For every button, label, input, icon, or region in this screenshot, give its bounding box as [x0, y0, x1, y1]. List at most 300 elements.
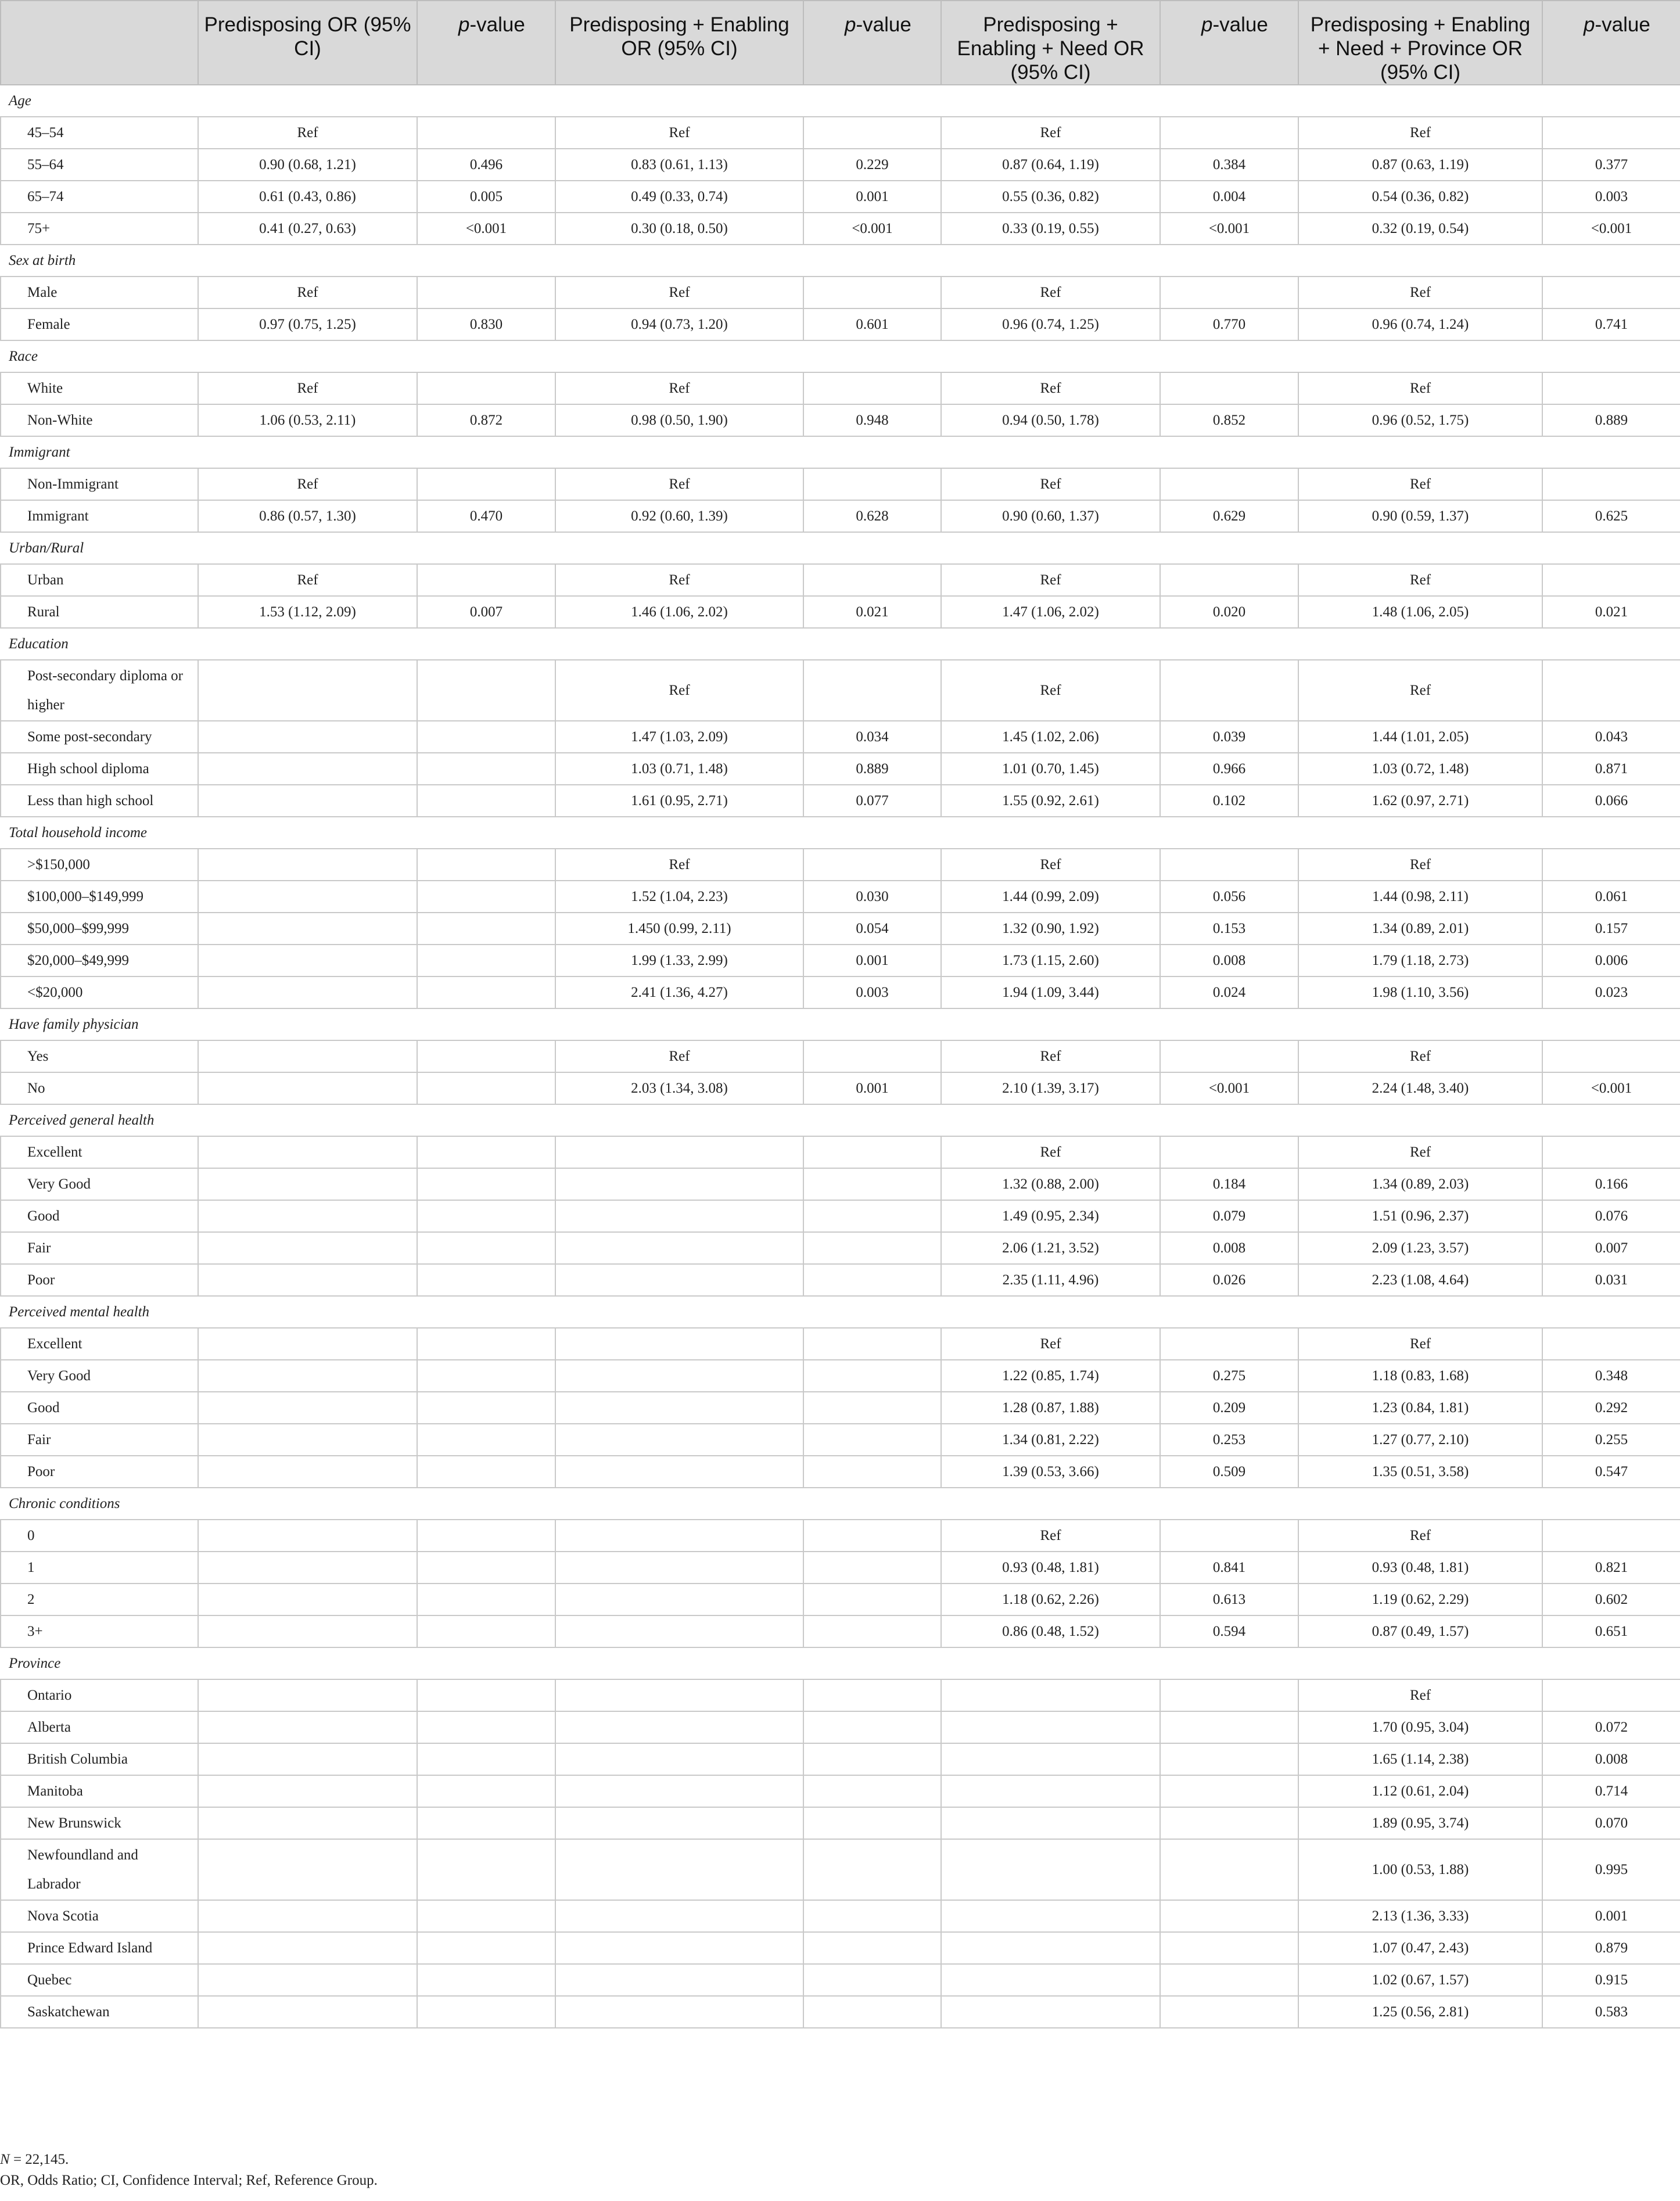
p-value-cell: 0.021 [803, 596, 941, 628]
row-label: 75+ [1, 213, 198, 245]
row-label: Quebec [1, 1964, 198, 1996]
odds-ratio-cell [198, 1392, 417, 1424]
odds-ratio-cell [198, 1232, 417, 1264]
p-value-cell [1160, 1136, 1298, 1168]
odds-ratio-cell: Ref [198, 564, 417, 596]
table-row [1, 500, 1680, 532]
section-title: Urban/Rural [1, 532, 1680, 564]
section-row [1, 1104, 1680, 1136]
p-value-cell [417, 721, 555, 753]
odds-ratio-cell: 1.22 (0.85, 1.74) [941, 1360, 1160, 1392]
row-label: Less than high school [1, 785, 198, 817]
odds-ratio-cell: 1.35 (0.51, 3.58) [1298, 1456, 1542, 1488]
p-value-cell: 0.915 [1542, 1964, 1680, 1996]
odds-ratio-cell: 0.96 (0.74, 1.24) [1298, 308, 1542, 340]
p-value-cell: 0.879 [1542, 1932, 1680, 1964]
p-value-cell [803, 1424, 941, 1456]
p-value-cell [803, 1775, 941, 1807]
odds-ratio-cell: 1.25 (0.56, 2.81) [1298, 1996, 1542, 2028]
odds-ratio-cell [198, 785, 417, 817]
odds-ratio-cell [555, 1775, 803, 1807]
p-value-cell [1160, 1964, 1298, 1996]
table-row [1, 1964, 1680, 1996]
odds-ratio-cell [555, 1615, 803, 1647]
odds-ratio-cell: Ref [1298, 1328, 1542, 1360]
table-row [1, 468, 1680, 500]
odds-ratio-cell [198, 1520, 417, 1552]
p-value-cell [803, 1520, 941, 1552]
p-value-cell: 0.008 [1160, 945, 1298, 976]
p-value-cell: 0.054 [803, 913, 941, 945]
p-value-cell: 0.007 [417, 596, 555, 628]
odds-ratio-cell: 0.93 (0.48, 1.81) [941, 1552, 1160, 1584]
p-value-cell: <0.001 [1542, 1072, 1680, 1104]
table-row [1, 149, 1680, 181]
table-row [1, 372, 1680, 404]
p-value-cell: 0.714 [1542, 1775, 1680, 1807]
row-label: $20,000–$49,999 [1, 945, 198, 976]
section-title: Immigrant [1, 436, 1680, 468]
odds-ratio-cell [555, 1200, 803, 1232]
p-value-cell [1542, 372, 1680, 404]
p-value-cell [803, 277, 941, 308]
row-label: Rural [1, 596, 198, 628]
odds-ratio-cell [555, 1996, 803, 2028]
p-value-cell: 0.995 [1542, 1839, 1680, 1900]
odds-ratio-cell [555, 1456, 803, 1488]
p-value-cell [417, 1328, 555, 1360]
p-value-cell: 0.889 [803, 753, 941, 785]
header-col-3: Predisposing + Enabling OR (95% CI) [555, 1, 803, 85]
header-col-8: p-value [1542, 1, 1680, 85]
p-value-cell [1160, 1807, 1298, 1839]
table-row [1, 1200, 1680, 1232]
odds-ratio-cell: Ref [1298, 277, 1542, 308]
section-title: Chronic conditions [1, 1488, 1680, 1520]
p-value-cell: 0.625 [1542, 500, 1680, 532]
odds-ratio-cell: 0.92 (0.60, 1.39) [555, 500, 803, 532]
p-value-cell [417, 117, 555, 149]
p-value-cell [417, 1552, 555, 1584]
p-value-cell: 0.023 [1542, 976, 1680, 1008]
p-value-cell [1542, 849, 1680, 881]
row-label: Very Good [1, 1360, 198, 1392]
odds-ratio-cell [198, 1807, 417, 1839]
odds-ratio-cell: 1.34 (0.89, 2.03) [1298, 1168, 1542, 1200]
odds-ratio-cell: 1.02 (0.67, 1.57) [1298, 1964, 1542, 1996]
odds-ratio-cell [198, 1900, 417, 1932]
p-value-cell: 0.024 [1160, 976, 1298, 1008]
odds-ratio-cell: 1.450 (0.99, 2.11) [555, 913, 803, 945]
p-value-cell [803, 564, 941, 596]
p-value-cell [1160, 564, 1298, 596]
p-value-cell [803, 1584, 941, 1615]
odds-ratio-cell: Ref [1298, 372, 1542, 404]
odds-ratio-cell: Ref [941, 1328, 1160, 1360]
odds-ratio-cell: Ref [198, 468, 417, 500]
p-value-cell: 0.008 [1542, 1743, 1680, 1775]
p-value-cell [417, 660, 555, 721]
p-value-cell: 0.030 [803, 881, 941, 913]
row-label: >$150,000 [1, 849, 198, 881]
odds-ratio-cell: Ref [1298, 1136, 1542, 1168]
p-value-cell [1160, 660, 1298, 721]
odds-ratio-cell: 1.23 (0.84, 1.81) [1298, 1392, 1542, 1424]
p-value-cell: 0.003 [1542, 181, 1680, 213]
p-value-cell [417, 1392, 555, 1424]
p-value-cell: 0.547 [1542, 1456, 1680, 1488]
p-value-cell [1160, 1743, 1298, 1775]
odds-ratio-cell [941, 1807, 1160, 1839]
odds-ratio-cell: 1.45 (1.02, 2.06) [941, 721, 1160, 753]
sample-size-note [0, 2149, 378, 2170]
odds-ratio-cell: 1.32 (0.88, 2.00) [941, 1168, 1160, 1200]
table-row [1, 881, 1680, 913]
odds-ratio-cell [555, 1136, 803, 1168]
table-row [1, 213, 1680, 245]
odds-ratio-cell: Ref [1298, 564, 1542, 596]
p-value-cell [803, 1168, 941, 1200]
odds-ratio-cell: 1.32 (0.90, 1.92) [941, 913, 1160, 945]
p-value-cell: 0.496 [417, 149, 555, 181]
odds-ratio-cell: Ref [941, 660, 1160, 721]
odds-ratio-cell [555, 1168, 803, 1200]
p-value-cell [1542, 277, 1680, 308]
header-col-6: p-value [1160, 1, 1298, 85]
row-label: Ontario [1, 1679, 198, 1711]
odds-ratio-cell: Ref [1298, 1520, 1542, 1552]
odds-ratio-cell: 1.03 (0.71, 1.48) [555, 753, 803, 785]
p-value-cell [417, 881, 555, 913]
p-value-cell [803, 849, 941, 881]
table-row [1, 976, 1680, 1008]
p-value-cell: 0.377 [1542, 149, 1680, 181]
p-value-cell: 0.509 [1160, 1456, 1298, 1488]
p-value-cell: 0.034 [803, 721, 941, 753]
odds-ratio-cell: 1.51 (0.96, 2.37) [1298, 1200, 1542, 1232]
odds-ratio-cell: 2.13 (1.36, 3.33) [1298, 1900, 1542, 1932]
p-value-cell: 0.275 [1160, 1360, 1298, 1392]
odds-ratio-cell: 1.28 (0.87, 1.88) [941, 1392, 1160, 1424]
header-col-4: p-value [803, 1, 941, 85]
odds-ratio-cell [198, 1360, 417, 1392]
odds-ratio-cell: 2.09 (1.23, 3.57) [1298, 1232, 1542, 1264]
p-value-cell [1160, 277, 1298, 308]
p-value-cell [803, 1264, 941, 1296]
odds-ratio-cell [198, 1072, 417, 1104]
table-row [1, 1328, 1680, 1360]
odds-ratio-cell: 0.32 (0.19, 0.54) [1298, 213, 1542, 245]
odds-ratio-cell: 1.06 (0.53, 2.11) [198, 404, 417, 436]
odds-ratio-cell: 0.33 (0.19, 0.55) [941, 213, 1160, 245]
p-value-cell [1542, 564, 1680, 596]
odds-ratio-cell: Ref [198, 117, 417, 149]
odds-ratio-cell [555, 1932, 803, 1964]
p-value-cell: 0.348 [1542, 1360, 1680, 1392]
odds-ratio-cell: 1.47 (1.06, 2.02) [941, 596, 1160, 628]
odds-ratio-cell: Ref [941, 468, 1160, 500]
p-value-cell: 0.255 [1542, 1424, 1680, 1456]
table-row [1, 564, 1680, 596]
p-value-cell [417, 1932, 555, 1964]
p-value-cell [1160, 1932, 1298, 1964]
row-label: Prince Edward Island [1, 1932, 198, 1964]
table-row [1, 1264, 1680, 1296]
odds-ratio-cell: 0.94 (0.50, 1.78) [941, 404, 1160, 436]
odds-ratio-cell: Ref [941, 1136, 1160, 1168]
odds-ratio-cell: 1.44 (0.98, 2.11) [1298, 881, 1542, 913]
odds-ratio-cell: Ref [1298, 468, 1542, 500]
p-value-cell [1160, 1839, 1298, 1900]
table-row [1, 1743, 1680, 1775]
odds-ratio-cell: 1.39 (0.53, 3.66) [941, 1456, 1160, 1488]
odds-ratio-cell [198, 660, 417, 721]
odds-ratio-cell: 1.52 (1.04, 2.23) [555, 881, 803, 913]
row-label: Good [1, 1200, 198, 1232]
section-row [1, 628, 1680, 660]
odds-ratio-cell: 1.00 (0.53, 1.88) [1298, 1839, 1542, 1900]
odds-ratio-cell [198, 1743, 417, 1775]
odds-ratio-cell: Ref [1298, 117, 1542, 149]
odds-ratio-cell: 1.99 (1.33, 2.99) [555, 945, 803, 976]
p-value-cell [417, 1360, 555, 1392]
p-value-cell [417, 1900, 555, 1932]
odds-ratio-cell: Ref [941, 117, 1160, 149]
p-value-cell [417, 1168, 555, 1200]
p-value-cell [803, 1456, 941, 1488]
p-value-cell [417, 785, 555, 817]
row-label: Very Good [1, 1168, 198, 1200]
odds-ratio-cell: Ref [555, 660, 803, 721]
row-label: Yes [1, 1040, 198, 1072]
row-label: 65–74 [1, 181, 198, 213]
table-row [1, 404, 1680, 436]
header-empty [1, 1, 198, 85]
row-label: Nova Scotia [1, 1900, 198, 1932]
p-value-cell [417, 945, 555, 976]
p-value-cell: 0.072 [1542, 1711, 1680, 1743]
odds-ratio-cell: 1.18 (0.62, 2.26) [941, 1584, 1160, 1615]
p-value-cell: 0.184 [1160, 1168, 1298, 1200]
p-value-cell [417, 1040, 555, 1072]
p-value-cell: 0.006 [1542, 945, 1680, 976]
row-label: Saskatchewan [1, 1996, 198, 2028]
odds-ratio-cell: 2.06 (1.21, 3.52) [941, 1232, 1160, 1264]
odds-ratio-cell [198, 849, 417, 881]
row-label: Urban [1, 564, 198, 596]
odds-ratio-cell: 0.86 (0.48, 1.52) [941, 1615, 1160, 1647]
table-row [1, 1932, 1680, 1964]
odds-ratio-cell: 1.46 (1.06, 2.02) [555, 596, 803, 628]
p-value-cell: 0.229 [803, 149, 941, 181]
p-value-cell [1160, 1520, 1298, 1552]
odds-ratio-cell [198, 1200, 417, 1232]
p-value-cell [1160, 1328, 1298, 1360]
p-value-cell: 0.629 [1160, 500, 1298, 532]
odds-ratio-cell [555, 1392, 803, 1424]
p-value-cell [417, 1775, 555, 1807]
p-value-cell: 0.008 [1160, 1232, 1298, 1264]
odds-ratio-cell [198, 1552, 417, 1584]
p-value-cell [803, 1360, 941, 1392]
table-row [1, 277, 1680, 308]
table-row [1, 1424, 1680, 1456]
odds-ratio-cell: 0.83 (0.61, 1.13) [555, 149, 803, 181]
p-value-cell [1160, 117, 1298, 149]
p-value-cell: 0.001 [1542, 1900, 1680, 1932]
p-value-cell: 0.948 [803, 404, 941, 436]
odds-ratio-cell: Ref [555, 849, 803, 881]
p-value-cell [803, 1200, 941, 1232]
odds-ratio-cell: 2.10 (1.39, 3.17) [941, 1072, 1160, 1104]
odds-ratio-cell: Ref [198, 277, 417, 308]
section-row [1, 532, 1680, 564]
section-title: Age [1, 85, 1680, 117]
p-value-cell [417, 1839, 555, 1900]
table-row [1, 1900, 1680, 1932]
p-value-cell [417, 1200, 555, 1232]
row-label: High school diploma [1, 753, 198, 785]
p-value-cell [803, 1932, 941, 1964]
header-col-7: Predisposing + Enabling + Need + Province OR (95% CI) [1298, 1, 1542, 85]
odds-ratio-cell [555, 1900, 803, 1932]
row-label: Post-secondary diploma or higher [1, 660, 198, 721]
p-value-cell: 0.001 [803, 1072, 941, 1104]
row-label: Manitoba [1, 1775, 198, 1807]
odds-ratio-cell: 0.96 (0.74, 1.25) [941, 308, 1160, 340]
p-value-cell [803, 1900, 941, 1932]
p-value-cell [1542, 117, 1680, 149]
p-value-cell [1542, 660, 1680, 721]
p-value-cell: 0.005 [417, 181, 555, 213]
p-value-cell [417, 1711, 555, 1743]
odds-ratio-cell [198, 1839, 417, 1900]
p-value-cell: 0.613 [1160, 1584, 1298, 1615]
p-value-cell: <0.001 [417, 213, 555, 245]
p-value-cell [417, 1072, 555, 1104]
odds-ratio-cell [555, 1807, 803, 1839]
odds-ratio-cell [198, 1040, 417, 1072]
table-row [1, 1679, 1680, 1711]
p-value-cell [417, 1456, 555, 1488]
p-value-cell [1542, 1679, 1680, 1711]
p-value-cell: <0.001 [803, 213, 941, 245]
p-value-cell: 0.841 [1160, 1552, 1298, 1584]
odds-ratio-cell [941, 1775, 1160, 1807]
odds-ratio-cell [941, 1964, 1160, 1996]
odds-ratio-cell: 1.34 (0.81, 2.22) [941, 1424, 1160, 1456]
odds-ratio-cell [198, 1136, 417, 1168]
row-label: 55–64 [1, 149, 198, 181]
odds-ratio-cell: Ref [941, 1520, 1160, 1552]
row-label: <$20,000 [1, 976, 198, 1008]
row-label: Excellent [1, 1136, 198, 1168]
p-value-cell [803, 1136, 941, 1168]
p-value-cell [803, 1996, 941, 2028]
section-title: Total household income [1, 817, 1680, 849]
odds-ratio-cell [555, 1328, 803, 1360]
header-col-2: p-value [417, 1, 555, 85]
p-value-cell: 0.852 [1160, 404, 1298, 436]
odds-ratio-cell [198, 881, 417, 913]
section-row [1, 1008, 1680, 1040]
p-value-cell: 0.602 [1542, 1584, 1680, 1615]
odds-ratio-cell: 1.79 (1.18, 2.73) [1298, 945, 1542, 976]
p-value-cell [803, 372, 941, 404]
p-value-cell [803, 1232, 941, 1264]
row-label: 45–54 [1, 117, 198, 149]
p-value-cell: 0.076 [1542, 1200, 1680, 1232]
odds-ratio-cell [555, 1552, 803, 1584]
p-value-cell: 0.043 [1542, 721, 1680, 753]
row-label: Poor [1, 1264, 198, 1296]
odds-ratio-cell: 0.90 (0.59, 1.37) [1298, 500, 1542, 532]
odds-ratio-cell: Ref [555, 117, 803, 149]
section-title: Perceived mental health [1, 1296, 1680, 1328]
row-label: Non-Immigrant [1, 468, 198, 500]
row-label: Fair [1, 1232, 198, 1264]
p-value-cell: 0.031 [1542, 1264, 1680, 1296]
section-row [1, 85, 1680, 117]
odds-ratio-cell: Ref [941, 372, 1160, 404]
row-label: 0 [1, 1520, 198, 1552]
row-label: Newfoundland and Labrador [1, 1839, 198, 1900]
p-value-cell [1160, 468, 1298, 500]
p-value-cell: <0.001 [1542, 213, 1680, 245]
odds-ratio-cell: 1.18 (0.83, 1.68) [1298, 1360, 1542, 1392]
odds-ratio-cell [941, 1743, 1160, 1775]
p-value-cell: 0.821 [1542, 1552, 1680, 1584]
odds-ratio-cell: 0.54 (0.36, 0.82) [1298, 181, 1542, 213]
p-value-cell: 0.741 [1542, 308, 1680, 340]
p-value-cell [803, 1807, 941, 1839]
table-row [1, 1520, 1680, 1552]
odds-ratio-cell: 1.89 (0.95, 3.74) [1298, 1807, 1542, 1839]
table-row [1, 181, 1680, 213]
p-value-cell [417, 753, 555, 785]
p-value-cell [1160, 849, 1298, 881]
table-row [1, 1584, 1680, 1615]
odds-ratio-cell [555, 1360, 803, 1392]
section-title: Have family physician [1, 1008, 1680, 1040]
p-value-cell [803, 1615, 941, 1647]
p-value-cell [803, 1964, 941, 1996]
p-value-cell: 0.021 [1542, 596, 1680, 628]
p-value-cell: 0.070 [1542, 1807, 1680, 1839]
odds-ratio-cell: 0.96 (0.52, 1.75) [1298, 404, 1542, 436]
odds-ratio-cell [198, 1264, 417, 1296]
section-title: Perceived general health [1, 1104, 1680, 1136]
odds-ratio-cell [555, 1711, 803, 1743]
p-value-cell [417, 1136, 555, 1168]
odds-ratio-cell [555, 1743, 803, 1775]
p-value-cell [417, 1264, 555, 1296]
p-value-cell: 0.001 [803, 945, 941, 976]
p-value-cell: 0.889 [1542, 404, 1680, 436]
odds-ratio-cell: 1.07 (0.47, 2.43) [1298, 1932, 1542, 1964]
odds-ratio-cell [941, 1711, 1160, 1743]
table-row [1, 1040, 1680, 1072]
p-value-cell: 0.157 [1542, 913, 1680, 945]
p-value-cell: 0.039 [1160, 721, 1298, 753]
table-row [1, 1711, 1680, 1743]
odds-ratio-cell: 1.12 (0.61, 2.04) [1298, 1775, 1542, 1807]
odds-ratio-cell: Ref [941, 849, 1160, 881]
row-label: White [1, 372, 198, 404]
odds-ratio-cell: 0.87 (0.49, 1.57) [1298, 1615, 1542, 1647]
odds-ratio-cell [555, 1264, 803, 1296]
odds-ratio-cell: Ref [1298, 1679, 1542, 1711]
